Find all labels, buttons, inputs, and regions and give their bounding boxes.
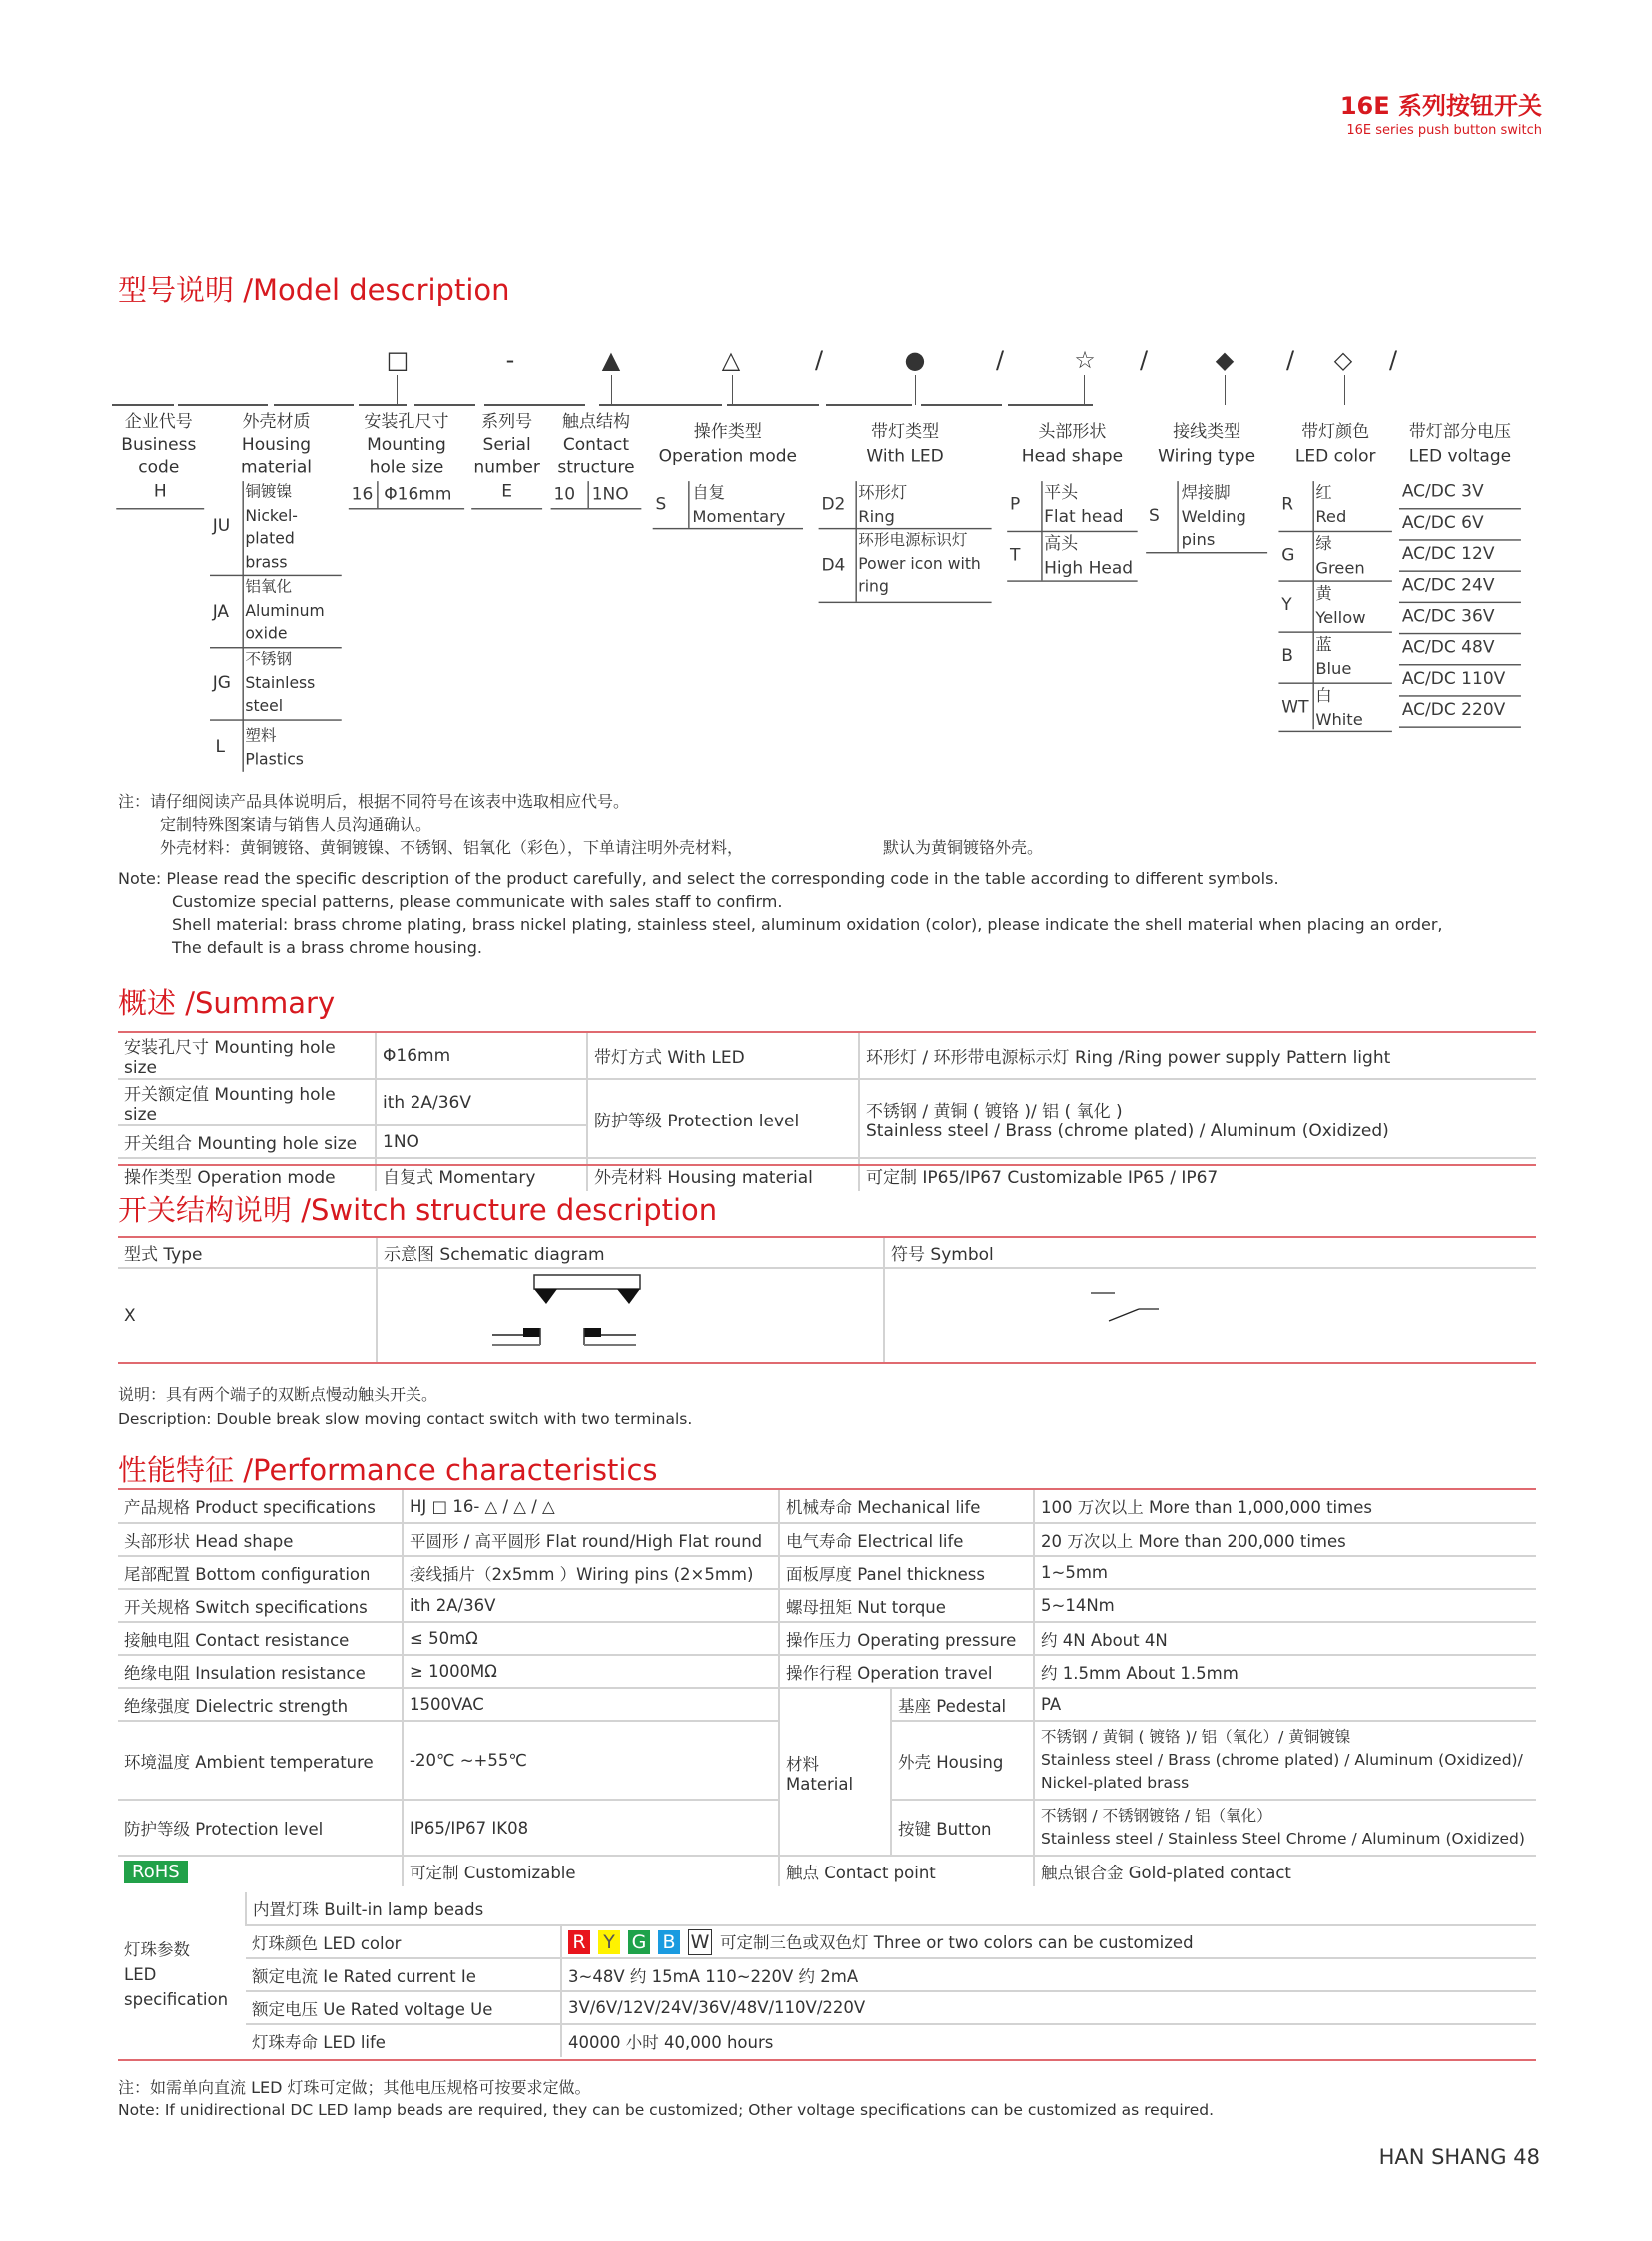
led-color-option: G 绿 Green: [1278, 532, 1391, 582]
summary-value: 自复式 Momentary: [376, 1158, 587, 1191]
col-header-led-voltage: 带灯部分电压 LED voltage: [1408, 421, 1512, 466]
series-subtitle: 16E series push button switch: [1346, 123, 1542, 138]
structure-section-title: 开关结构说明 /Switch structure description: [118, 1193, 718, 1227]
model-note-cn-2: 定制特殊图案请与销售人员沟通确认。: [160, 815, 432, 834]
summary-label: 外壳材料 Housing material: [587, 1158, 859, 1191]
table-cell: 100 万次以上 More than 1,000,000 times: [1034, 1490, 1536, 1523]
summary-value: 可定制 IP65/IP67 Customizable IP65 / IP67: [859, 1158, 1536, 1191]
table-cell: 机械寿命 Mechanical life: [779, 1490, 1034, 1523]
led-color-chip-w: W: [688, 1929, 712, 1955]
performance-table: [118, 1490, 1536, 1886]
structure-table: [118, 1238, 1536, 1362]
col-header-housing: 外壳材质 Housing material: [240, 411, 313, 477]
model-note-en-1: Note: Please read the specific description of the product carefully, and select the corresponding code in the table according to different symbols.: [118, 869, 1279, 888]
col-header-with-led: 带灯类型 With LED: [866, 421, 944, 466]
led-type-option: D4 环形电源标识灯 Power icon with ring: [819, 529, 992, 603]
performance-section-title: 性能特征 /Performance characteristics: [118, 1453, 658, 1487]
diamond-outline-icon: ◇: [1333, 346, 1353, 374]
led-color-option: R 红 Red: [1278, 481, 1391, 532]
led-spec-table: [118, 1892, 1536, 2057]
serial-value: E: [471, 481, 542, 509]
col-header-mounting: 安装孔尺寸 Mounting hole size: [364, 411, 449, 477]
col-header-wiring: 接线类型 Wiring type: [1158, 421, 1256, 466]
summary-section-title: 概述 /Summary: [118, 986, 336, 1020]
structure-desc-en: Description: Double break slow moving contact switch with two terminals.: [118, 1410, 693, 1428]
summary-value: 1NO: [376, 1125, 587, 1158]
table-cell: 电气寿命 Electrical life: [779, 1523, 1034, 1556]
filled-triangle-icon: ▲: [601, 346, 621, 374]
slash-separator: /: [1139, 346, 1149, 374]
table-cell: 额定电压 Ue Rated voltage Ue: [246, 1991, 561, 2024]
summary-label: 安装孔尺寸 Mounting hole size: [124, 1038, 336, 1078]
table-cell: 操作压力 Operating pressure: [779, 1622, 1034, 1655]
summary-value: 不锈钢 / 黄铜 ( 镀铬 )/ 铝 ( 氧化 ) Stainless steel / Brass (chrome plated) / Aluminum (Oxidized): [859, 1079, 1536, 1158]
led-voltage-option: AC/DC 36V: [1399, 606, 1521, 634]
model-section-title: 型号说明 /Model description: [118, 273, 510, 307]
table-cell: 40000 小时 40,000 hours: [561, 2024, 1536, 2057]
led-color-chip-y: Y: [598, 1930, 620, 1954]
structure-header-diagram: 示意图 Schematic diagram: [377, 1238, 884, 1268]
model-note-en-2: Customize special patterns, please communicate with sales staff to confirm.: [172, 892, 783, 911]
head-shape-option: P 平头 Flat head: [1007, 481, 1137, 532]
table-cell: ith 2A/36V: [403, 1589, 779, 1622]
head-shape-option: T 高头 High Head: [1007, 532, 1137, 582]
performance-note-cn: 注：如需单向直流 LED 灯珠可定做；其他电压规格可按要求定做。: [118, 2078, 591, 2097]
operation-option: S 自复 Momentary: [653, 481, 803, 529]
led-voltage-option: AC/DC 6V: [1399, 512, 1521, 540]
housing-option: JU 铜镀镍 Nickel- plated brass: [210, 481, 342, 576]
business-code-value: H: [116, 481, 204, 509]
led-spec-label: 灯珠参数 LED specification: [124, 1940, 229, 2009]
table-cell: 20 万次以上 More than 200,000 times: [1034, 1523, 1536, 1556]
table-cell: 灯珠颜色 LED color: [246, 1925, 561, 1958]
summary-table: [118, 1033, 1536, 1191]
table-cell: 不锈钢 / 黄铜 ( 镀铬 )/ 铝（氧化）/ 黄铜镀镍 Stainless steel / Brass (chrome plated) / Aluminum (Oxidized)/ Nickel-plated brass: [1034, 1721, 1536, 1800]
slash-separator: /: [1388, 346, 1398, 374]
triangle-outline-icon: △: [721, 346, 741, 374]
table-cell: ≥ 1000MΩ: [403, 1655, 779, 1688]
contact-option: 10 1NO: [551, 481, 642, 509]
summary-label: 开关组合 Mounting hole size: [118, 1125, 376, 1158]
table-cell: 防护等级 Protection level: [118, 1800, 403, 1856]
material-label: 材料 Material: [779, 1688, 891, 1856]
summary-value: ith 2A/36V: [376, 1079, 587, 1125]
slash-separator: /: [814, 346, 824, 374]
structure-header-symbol: 符号 Symbol: [884, 1238, 1536, 1268]
led-color-chip-b: B: [658, 1930, 680, 1954]
table-cell: 灯珠寿命 LED life: [246, 2024, 561, 2057]
table-cell: 平圆形 / 高平圆形 Flat round/High Flat round: [403, 1523, 779, 1556]
performance-note-en: Note: If unidirectional DC LED lamp beads are required, they can be customized; Other voltage specifications can be customized as required.: [118, 2101, 1215, 2119]
filled-circle-icon: ●: [904, 346, 926, 374]
wiring-option: S 焊接脚 Welding pins: [1146, 481, 1267, 553]
filled-diamond-icon: ◆: [1215, 346, 1235, 374]
brand-name: HAN SHANG: [1378, 2145, 1507, 2169]
led-color-option: WT 白 White: [1278, 684, 1391, 732]
model-note-cn-3: 外壳材料：黄铜镀铬、黄铜镀镍、不锈钢、铝氧化（彩色），下单请注明外壳材料，: [160, 838, 744, 857]
table-cell: 绝缘电阻 Insulation resistance: [118, 1655, 403, 1688]
summary-value: 环形灯 / 环形带电源标示灯 Ring /Ring power supply Pattern light: [859, 1033, 1536, 1079]
housing-option: JA 铝氧化 Aluminum oxide: [210, 576, 342, 648]
dash-symbol: -: [505, 346, 515, 374]
page-number: 48: [1513, 2145, 1540, 2169]
table-cell: 触点 Contact point: [779, 1856, 1034, 1886]
summary-row: [118, 1033, 1536, 1079]
model-note-en-4: The default is a brass chrome housing.: [172, 938, 482, 957]
table-cell: 接触电阻 Contact resistance: [118, 1622, 403, 1655]
star-outline-icon: ☆: [1074, 346, 1096, 374]
housing-option: JG 不锈钢 Stainless steel: [210, 648, 342, 720]
col-header-business-code: 企业代号 Business code: [121, 411, 197, 477]
table-cell: 约 1.5mm About 1.5mm: [1034, 1655, 1536, 1688]
table-cell: ≤ 50mΩ: [403, 1622, 779, 1655]
square-symbol-icon: □: [386, 346, 410, 374]
structure-header-type: 型式 Type: [124, 1245, 203, 1265]
summary-label: 防护等级 Protection level: [587, 1079, 859, 1158]
led-voltage-option: AC/DC 3V: [1399, 481, 1521, 509]
table-cell: 约 4N About 4N: [1034, 1622, 1536, 1655]
col-header-operation: 操作类型 Operation mode: [658, 421, 798, 466]
led-color-option: Y 黄 Yellow: [1278, 582, 1391, 633]
table-cell: 额定电流 Ie Rated current Ie: [246, 1958, 561, 1991]
structure-type-value: X: [118, 1268, 377, 1362]
schematic-diagram: [384, 1269, 877, 1357]
led-color-chip-r: R: [568, 1930, 590, 1954]
table-cell: 操作行程 Operation travel: [779, 1655, 1034, 1688]
table-cell: IP65/IP67 IK08: [403, 1800, 779, 1856]
table-cell: 3V/6V/12V/24V/36V/48V/110V/220V: [561, 1991, 1536, 2024]
symbol-cell: [884, 1268, 1536, 1362]
col-header-led-color: 带灯颜色 LED color: [1294, 421, 1376, 466]
table-cell: 内置灯珠 Built-in lamp beads: [246, 1892, 1536, 1925]
table-cell: 5~14Nm: [1034, 1589, 1536, 1622]
table-cell: 基座 Pedestal: [891, 1688, 1034, 1721]
model-note-cn-1: 注：请仔细阅读产品具体说明后，根据不同符号在该表中选取相应代号。: [118, 792, 630, 811]
col-header-contact: 触点结构 Contact structure: [557, 411, 635, 477]
table-cell: PA: [1034, 1688, 1536, 1721]
summary-label: 开关额定值 Mounting hole size: [118, 1079, 376, 1125]
rohs-badge: RoHS: [124, 1861, 188, 1883]
housing-option: L 塑料 Plastics: [215, 726, 304, 769]
switch-symbol: [891, 1269, 1530, 1357]
table-cell: 可定制 Customizable: [403, 1856, 779, 1886]
led-voltage-option: AC/DC 12V: [1399, 544, 1521, 572]
summary-label: 操作类型 Operation mode: [118, 1158, 376, 1191]
led-voltage-option: AC/DC 110V: [1399, 668, 1521, 696]
summary-row: [118, 1158, 1536, 1191]
led-voltage-option: AC/DC 24V: [1399, 575, 1521, 603]
table-cell: 面板厚度 Panel thickness: [779, 1556, 1034, 1589]
structure-desc-cn: 说明：具有两个端子的双断点慢动触头开关。: [118, 1385, 438, 1404]
series-title: 16E 系列按钮开关: [1339, 92, 1542, 120]
col-header-head-shape: 头部形状 Head shape: [1021, 421, 1124, 466]
summary-label: 带灯方式 With LED: [587, 1033, 859, 1079]
schematic-diagram-cell: [377, 1268, 884, 1362]
model-note-en-3: Shell material: brass chrome plating, brass nickel plating, stainless steel, aluminum oxidation (color), please indicate the shell material when placing an order,: [172, 915, 1443, 934]
table-cell: 按键 Button: [891, 1800, 1034, 1856]
model-note-cn-4: 默认为黄铜镀铬外壳。: [883, 838, 1044, 857]
led-voltage-option: AC/DC 220V: [1399, 699, 1521, 727]
table-cell: 产品规格 Product specifications: [124, 1498, 376, 1517]
led-color-chip-g: G: [628, 1930, 650, 1954]
mounting-option: 16 Φ16mm: [349, 481, 464, 509]
table-cell: 接线插片（2x5mm ）Wiring pins (2×5mm): [403, 1556, 779, 1589]
table-cell: 触点银合金 Gold-plated contact: [1034, 1856, 1536, 1886]
table-cell: HJ □ 16- △ / △ / △: [403, 1490, 779, 1523]
led-color-option: B 蓝 Blue: [1278, 633, 1391, 684]
led-voltage-option: AC/DC 48V: [1399, 637, 1521, 665]
page-footer: [1379, 2145, 1540, 2169]
col-header-serial: 系列号 Serial number: [473, 411, 540, 477]
table-cell: 尾部配置 Bottom configuration: [118, 1556, 403, 1589]
table-cell: 不锈钢 / 不锈钢镀铬 / 铝（氧化） Stainless steel / Stainless Steel Chrome / Aluminum (Oxidized): [1034, 1800, 1536, 1856]
table-cell: 3~48V 约 15mA 110~220V 约 2mA: [561, 1958, 1536, 1991]
table-cell: 外壳 Housing: [891, 1721, 1034, 1800]
summary-row: [118, 1079, 1536, 1125]
table-cell: 1~5mm: [1034, 1556, 1536, 1589]
table-cell: 开关规格 Switch specifications: [118, 1589, 403, 1622]
table-cell: 环境温度 Ambient temperature: [118, 1721, 403, 1800]
table-cell: -20℃ ~+55℃: [403, 1721, 779, 1800]
summary-value: Φ16mm: [376, 1033, 587, 1079]
table-cell: [118, 1856, 403, 1886]
slash-separator: /: [995, 346, 1005, 374]
table-cell: 螺母扭矩 Nut torque: [779, 1589, 1034, 1622]
slash-separator: /: [1285, 346, 1295, 374]
led-type-option: D2 环形灯 Ring: [819, 481, 992, 529]
led-color-chips: R Y G B W 可定制三色或双色灯 Three or two colors can be customized: [561, 1925, 1536, 1958]
table-cell: 1500VAC: [403, 1688, 779, 1721]
table-cell: 头部形状 Head shape: [118, 1523, 403, 1556]
table-cell: 绝缘强度 Dielectric strength: [118, 1688, 403, 1721]
